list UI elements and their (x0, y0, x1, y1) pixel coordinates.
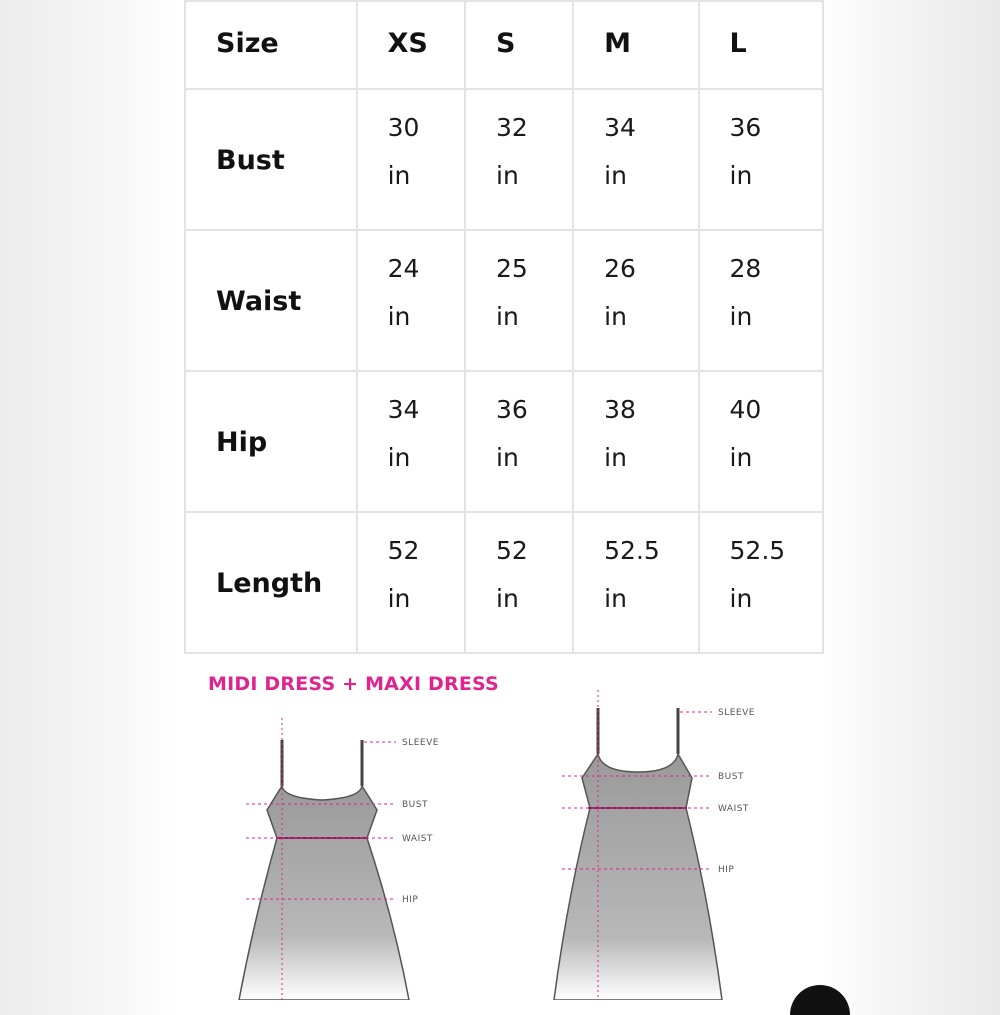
maxi-hip-label: HIP (718, 865, 735, 875)
measurement-value: 52 in (496, 536, 528, 613)
row-label-hip: Hip (216, 427, 268, 458)
value-cell (699, 512, 823, 653)
header-cell (699, 1, 823, 89)
value-cell (357, 512, 465, 653)
row-label-cell (185, 512, 357, 653)
header-xs: XS (387, 28, 428, 59)
dress-measurement-diagram (184, 690, 824, 1000)
table-row (185, 230, 823, 371)
midi-bust-label: BUST (402, 800, 428, 810)
header-cell (185, 1, 357, 89)
table-row (185, 512, 823, 653)
value-cell (357, 230, 465, 371)
table-header-row (185, 1, 823, 89)
header-cell (573, 1, 698, 89)
value-cell (465, 89, 573, 230)
measurement-value: 24 in (387, 254, 420, 331)
maxi-waist-label: WAIST (718, 804, 749, 814)
value-cell (465, 230, 573, 371)
measurement-value: 40 in (729, 395, 762, 472)
measurement-value: 36 in (729, 113, 762, 190)
midi-dress-illustration (239, 718, 439, 1000)
value-cell (573, 89, 698, 230)
value-cell (465, 371, 573, 512)
header-cell (465, 1, 573, 89)
value-cell (699, 371, 823, 512)
midi-sleeve-label: SLEEVE (402, 738, 439, 748)
header-size: Size (216, 28, 279, 59)
row-label-cell (185, 230, 357, 371)
maxi-bust-label: BUST (718, 772, 744, 782)
value-cell (699, 230, 823, 371)
value-cell (573, 230, 698, 371)
maxi-dress-body (554, 754, 722, 1000)
measurement-value: 52 in (387, 536, 420, 613)
header-s: S (496, 28, 516, 59)
midi-waist-label: WAIST (402, 834, 433, 844)
maxi-dress-illustration (554, 690, 755, 1000)
measurement-value: 52.5 in (729, 536, 786, 613)
value-cell (573, 512, 698, 653)
value-cell (573, 371, 698, 512)
row-label-cell (185, 371, 357, 512)
measurement-value: 34 in (387, 395, 420, 472)
measurement-value: 38 in (604, 395, 636, 472)
table-row (185, 371, 823, 512)
maxi-sleeve-label: SLEEVE (718, 708, 755, 718)
measurement-value: 36 in (496, 395, 528, 472)
value-cell (465, 512, 573, 653)
measurement-value: 28 in (729, 254, 762, 331)
header-cell (357, 1, 465, 89)
midi-hip-label: HIP (402, 895, 419, 905)
measurement-value: 52.5 in (604, 536, 660, 613)
table-row (185, 89, 823, 230)
size-chart-table (184, 0, 824, 654)
measurement-value: 34 in (604, 113, 636, 190)
measurement-value: 25 in (496, 254, 528, 331)
midi-dress-body (239, 786, 409, 1000)
measurement-value: 32 in (496, 113, 528, 190)
value-cell (357, 371, 465, 512)
header-l: L (729, 28, 747, 59)
row-label-cell (185, 89, 357, 230)
value-cell (357, 89, 465, 230)
row-label-bust: Bust (216, 145, 285, 176)
measurement-value: 30 in (387, 113, 420, 190)
row-label-length: Length (216, 568, 323, 599)
measurement-value: 26 in (604, 254, 636, 331)
row-label-waist: Waist (216, 286, 302, 317)
header-m: M (604, 28, 632, 59)
diagram-title: MIDI DRESS + MAXI DRESS (208, 673, 499, 695)
value-cell (699, 89, 823, 230)
